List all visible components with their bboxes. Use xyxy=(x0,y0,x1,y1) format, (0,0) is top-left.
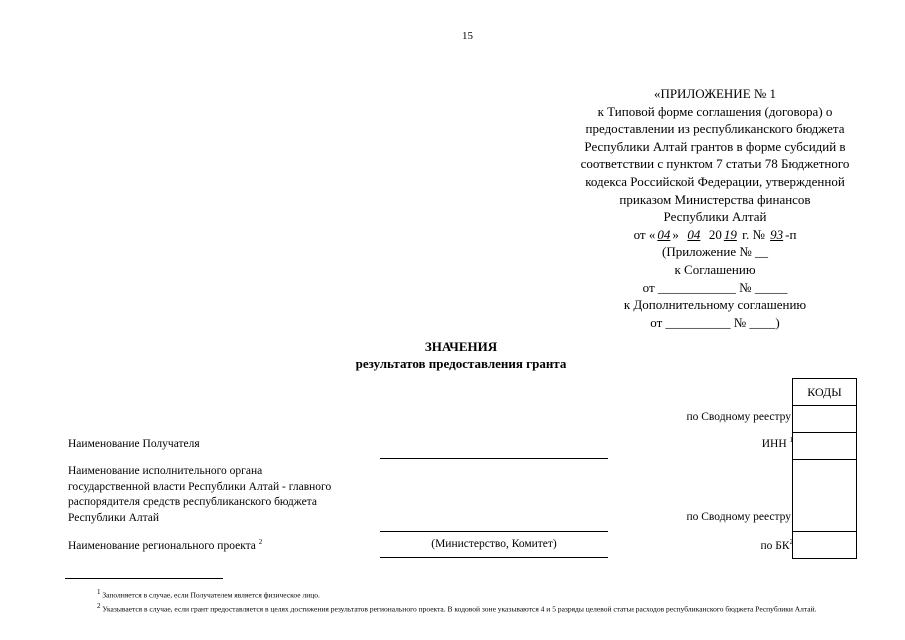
date-year-unit: г. № xyxy=(742,226,765,242)
appendix-line: соответствии с пунктом 7 статьи 78 Бюджетного xyxy=(580,156,850,172)
date-day: 04 xyxy=(657,226,671,242)
project-footnote-ref: 2 xyxy=(258,538,263,546)
date-year-prefix: 20 xyxy=(708,226,722,242)
appendix-line: предоставлении из республиканского бюджета xyxy=(585,121,845,137)
appendix-line: от ____________ № _____ xyxy=(642,279,788,295)
appendix-line: Республики Алтай грантов в форме субсидий в xyxy=(584,138,846,154)
footnotes xyxy=(65,587,875,614)
appendix-line: к Типовой форме соглашения (договора) о xyxy=(597,103,833,119)
organ-label-line: распорядителя средств республиканского бюджета xyxy=(68,496,317,508)
date-sep: » xyxy=(672,226,679,242)
organ-field[interactable] xyxy=(380,531,608,532)
title-line-1: ЗНАЧЕНИЯ xyxy=(424,339,498,354)
recipient-field[interactable] xyxy=(380,458,608,459)
date-year-suffix: 19 xyxy=(723,226,737,242)
bk-label: по $БК^2$ xyxy=(760,538,793,552)
document-title xyxy=(0,338,905,372)
appendix-line: к Соглашению xyxy=(674,261,756,277)
code-cell-bk[interactable] xyxy=(793,532,857,559)
codes-header: КОДЫ xyxy=(793,379,857,406)
codes-table xyxy=(789,378,857,559)
appendix-line: (Приложение № __ xyxy=(661,244,768,260)
appendix-line: Республики Алтай xyxy=(663,209,767,225)
order-date-line xyxy=(520,226,905,244)
order-suffix: -п xyxy=(785,226,797,242)
appendix-line: приказом Министерства финансов xyxy=(619,191,811,207)
recipient-label: Наименование Получателя xyxy=(68,438,200,450)
project-field[interactable] xyxy=(380,557,608,558)
appendix-line: от __________ № ____) xyxy=(650,314,780,330)
project-label: Наименование регионального проекта $^2$ xyxy=(68,538,263,552)
bk-footnote-ref: 2 xyxy=(789,538,793,546)
code-cell-svodny-2[interactable] xyxy=(793,460,857,532)
order-number: 93 xyxy=(770,226,784,242)
svodny-reestr-label-1: по Сводному реестру xyxy=(686,411,791,423)
code-cell-svodny-1[interactable] xyxy=(793,406,857,433)
svodny-reestr-label-2: по Сводному реестру xyxy=(686,511,791,523)
inn-footnote-ref: 1 xyxy=(789,436,793,444)
footnote-separator xyxy=(65,578,223,579)
title-line-2: результатов предоставления гранта xyxy=(355,356,567,371)
organ-label-line: Наименование исполнительного органа xyxy=(68,465,263,477)
ministry-caption: (Министерство, Комитет) xyxy=(431,538,557,550)
inn-label: ИНН $^1$ xyxy=(761,436,793,450)
date-prefix: от « xyxy=(633,226,656,242)
footnote-1: $^1$ Заполняется в случае, если Получателем является физическое лицо. xyxy=(97,588,320,600)
footnote-2: $^2$ Указывается в случае, если грант предоставляется в целях достижения результатов регионального проекта. В кодовой зоне указываются 4 и 5 разряды целевой статьи расходов республиканского бюджета Республики Алтай. xyxy=(97,601,817,613)
organ-label-line: государственной власти Республики Алтай - главного xyxy=(68,480,332,493)
organ-label xyxy=(68,464,331,526)
organ-label-line: Республики Алтай xyxy=(68,511,160,524)
appendix-line: к Дополнительному соглашению xyxy=(623,297,807,313)
code-cell-inn[interactable] xyxy=(793,433,857,460)
appendix-line: «ПРИЛОЖЕНИЕ № 1 xyxy=(653,86,777,101)
appendix-line: кодекса Российской Федерации, утвержденной xyxy=(585,173,845,189)
page-number: 15 xyxy=(462,30,473,42)
appendix-header xyxy=(520,85,905,331)
date-month: 04 xyxy=(687,226,701,242)
